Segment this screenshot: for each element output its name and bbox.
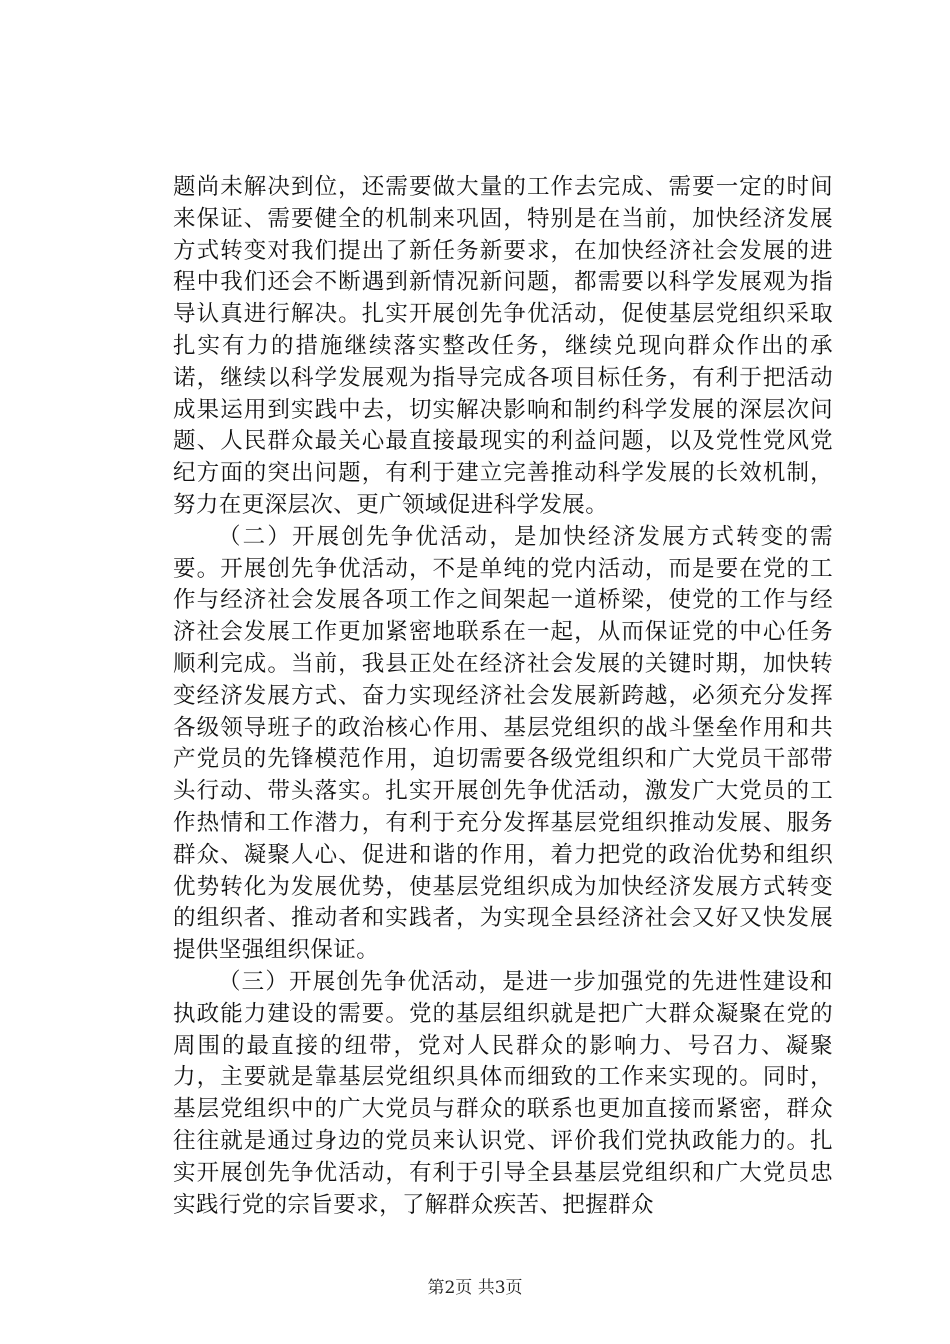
paragraph-section-three: （三）开展创先争优活动，是进一步加强党的先进性建设和执政能力建设的需要。党的基层组织就是把广大群众凝聚在党的周围的最直接的纽带，党对人民群众的影响力、号召力、凝聚力，主要就是靠基层党组织具体而细致的工作来实现的。同时，基层党组织中的广大党员与群众的联系也更加直接而紧密，群众往往就是通过身边的党员来认识党、评价我们党执政能力的。扎实开展创先争优活动，有利于引导全县基层党组织和广大党员忠实践行党的宗旨要求，了解群众疾苦、把握群众 (173, 968, 833, 1218)
paragraph-continuation: 题尚未解决到位，还需要做大量的工作去完成、需要一定的时间来保证、需要健全的机制来巩固，特别是在当前，加快经济发展方式转变对我们提出了新任务新要求，在加快经济社会发展的进程中我们还会不断遇到新情况新问题，都需要以科学发展观为指导认真进行解决。扎实开展创先争优活动，促使基层党组织采取扎实有力的措施继续落实整改任务，继续兑现向群众作出的承诺，继续以科学发展观为指导完成各项目标任务，有利于把活动成果运用到实践中去，切实解决影响和制约科学发展的深层次问题、人民群众最关心最直接最现实的利益问题，以及党性党风党纪方面的突出问题，有利于建立完善推动科学发展的长效机制，努力在更深层次、更广领域促进科学发展。 (173, 174, 833, 518)
page-footer: 第2页 共3页 (427, 1278, 523, 1298)
paragraph-section-two: （二）开展创先争优活动，是加快经济发展方式转变的需要。开展创先争优活动，不是单纯的党内活动，而是要在党的工作与经济社会发展各项工作之间架起一道桥梁，使党的工作与经济社会发展工作更加紧密地联系在一起，从而保证党的中心任务顺利完成。当前，我县正处在经济社会发展的关键时期，加快转变经济发展方式、奋力实现经济社会发展新跨越，必须充分发挥各级领导班子的政治核心作用、基层党组织的战斗堡垒作用和共产党员的先锋模范作用，迫切需要各级党组织和广大党员干部带头行动、带头落实。扎实开展创先争优活动，激发广大党员的工作热情和工作潜力，有利于充分发挥基层党组织推动发展、服务群众、凝聚人心、促进和谐的作用，着力把党的政治优势和组织优势转化为发展优势，使基层党组织成为加快经济发展方式转变的组织者、推动者和实践者，为实现全县经济社会又好又快发展提供坚强组织保证。 (173, 523, 833, 964)
document-body (173, 172, 833, 1221)
